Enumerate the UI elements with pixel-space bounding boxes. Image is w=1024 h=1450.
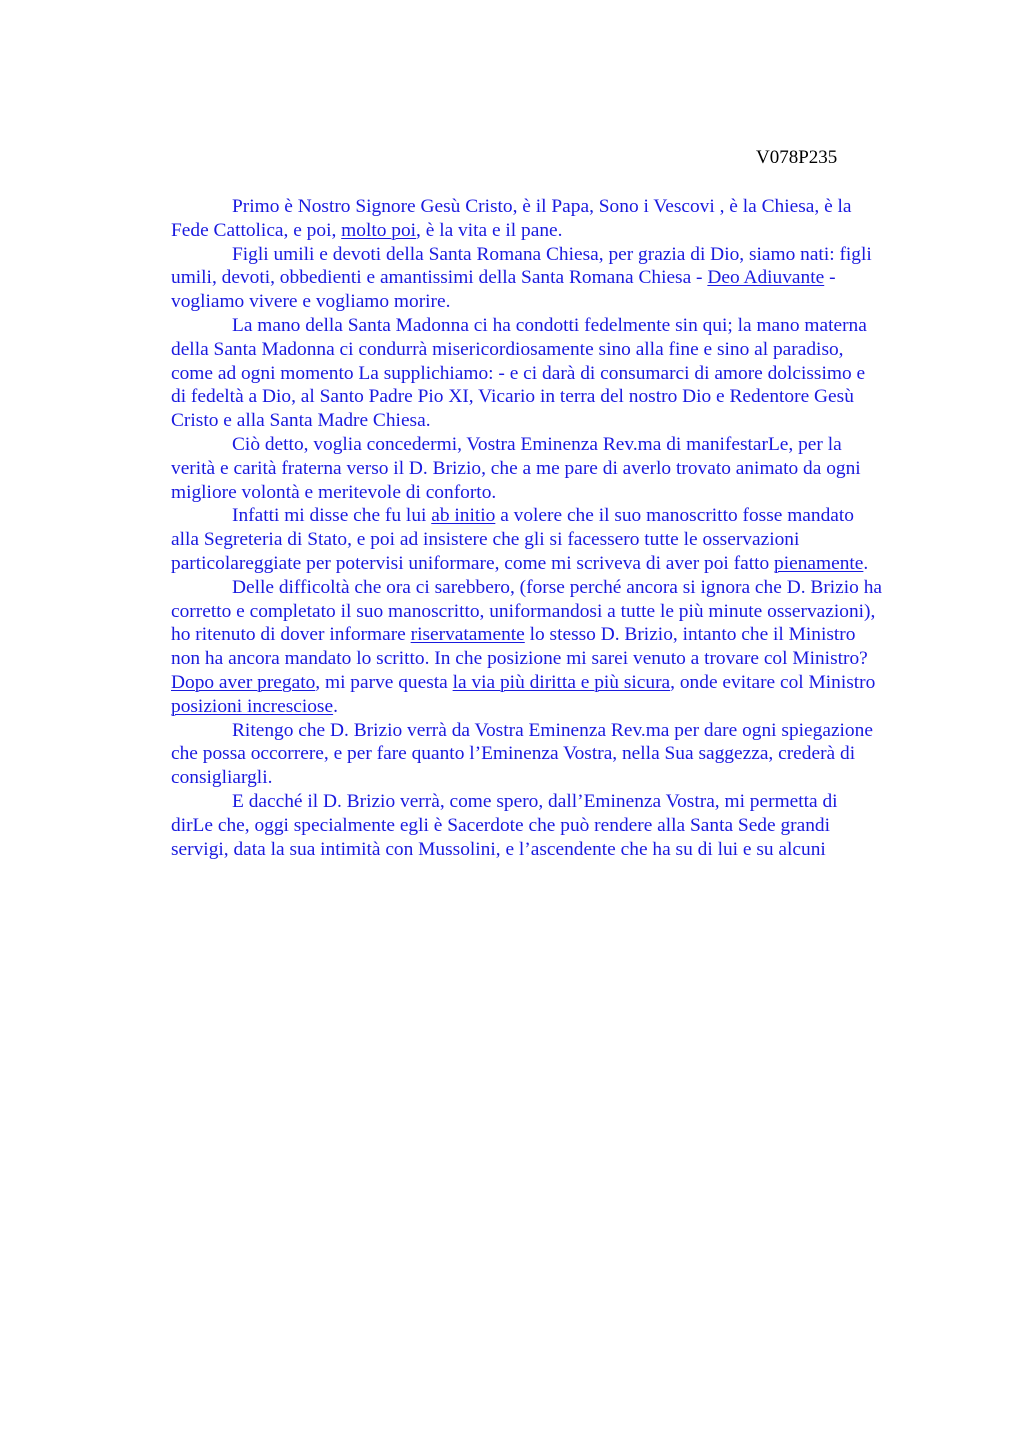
text-segment: migliore volontà e meritevole di conforto. (171, 481, 497, 503)
text-segment: corretto e completato il suo manoscritto, uniformandosi a tutte le più minute osservazioni), (171, 600, 876, 622)
text-line (171, 362, 931, 386)
text-line (171, 790, 931, 814)
text-segment: Figli umili e devoti della Santa Romana Chiesa, per grazia di Dio, siamo nati: figli (232, 243, 872, 265)
text-segment: lo stesso D. Brizio, intanto che il Ministro (524, 624, 856, 646)
text-segment: ho ritenuto di dover informare (171, 624, 411, 646)
text-line (171, 338, 931, 362)
paragraph (171, 433, 931, 504)
text-segment: come ad ogni momento La supplichiamo: - e ci darà di consumarci di amore dolcissimo e (171, 362, 866, 384)
text-segment: a volere che il suo manoscritto fosse mandato (495, 505, 854, 527)
text-line (171, 266, 931, 290)
paragraph (171, 576, 931, 719)
underlined-phrase: la via più diritta e più sicura (452, 671, 671, 693)
text-segment: La mano della Santa Madonna ci ha condotti fedelmente sin qui; la mano materna (232, 314, 867, 336)
text-segment: , onde evitare col Ministro (670, 671, 876, 693)
text-line (171, 409, 931, 433)
text-line (171, 623, 931, 647)
text-line (171, 766, 931, 790)
text-line (171, 481, 931, 505)
text-line (171, 552, 931, 576)
text-line (171, 195, 931, 219)
text-segment: vogliamo vivere e vogliamo morire. (171, 291, 451, 313)
text-line (171, 576, 931, 600)
text-line (171, 742, 931, 766)
paragraph (171, 314, 931, 433)
text-segment: che possa occorrere, e per fare quanto l’Eminenza Vostra, nella Sua saggezza, crederà di (171, 743, 856, 765)
text-segment: di fedeltà a Dio, al Santo Padre Pio XI, Vicario in terra del nostro Dio e Redentore Gesù (171, 386, 854, 408)
underlined-phrase: pienamente (774, 552, 864, 574)
text-line (171, 838, 931, 862)
text-segment: Delle difficoltà che ora ci sarebbero, (forse perché ancora si ignora che D. Brizio ha (232, 576, 883, 598)
text-segment: servigi, data la sua intimità con Mussolini, e l’ascendente che ha su di lui e su alcuni (171, 838, 826, 860)
text-segment: Ritengo che D. Brizio verrà da Vostra Eminenza Rev.ma per dare ogni spiegazione (232, 719, 873, 741)
paragraph (171, 504, 931, 575)
text-segment: Ciò detto, voglia concedermi, Vostra Eminenza Rev.ma di manifestarLe, per la (232, 433, 842, 455)
text-line (171, 243, 931, 267)
text-line (171, 528, 931, 552)
text-segment: non ha ancora mandato lo scritto. In che posizione mi sarei venuto a trovare col Ministro? (171, 648, 868, 670)
page-identifier: V078P235 (756, 147, 838, 168)
letter-body (171, 195, 931, 861)
text-line (171, 433, 931, 457)
text-segment: . (863, 552, 869, 574)
underlined-phrase: riservatamente (410, 624, 525, 646)
underlined-phrase: ab initio (431, 505, 496, 527)
paragraph (171, 790, 931, 861)
text-line (171, 385, 931, 409)
text-segment: , è la vita e il pane. (416, 219, 563, 241)
text-segment: dirLe che, oggi specialmente egli è Sacerdote che può rendere alla Santa Sede grandi (171, 814, 830, 836)
text-line (171, 600, 931, 624)
text-line (171, 719, 931, 743)
paragraph (171, 719, 931, 790)
text-segment: consigliargli. (171, 767, 273, 789)
text-segment: della Santa Madonna ci condurrà misericordiosamente sino alla fine e sino al paradiso, (171, 338, 844, 360)
text-segment: , mi parve questa (315, 671, 453, 693)
paragraph (171, 243, 931, 314)
text-segment: Cristo e alla Santa Madre Chiesa. (171, 410, 431, 432)
underlined-phrase: Dopo aver pregato (171, 671, 316, 693)
text-line (171, 695, 931, 719)
text-segment: verità e carità fraterna verso il D. Brizio, che a me pare di averlo trovato animato da ogni (171, 457, 861, 479)
text-line (171, 290, 931, 314)
text-line (171, 814, 931, 838)
text-line (171, 457, 931, 481)
text-segment: particolareggiate per potervisi uniformare, come mi scriveva di aver poi fatto (171, 552, 775, 574)
text-line (171, 219, 931, 243)
underlined-phrase: molto poi (341, 219, 417, 241)
text-segment: - (824, 267, 836, 289)
text-segment: Infatti mi disse che fu lui (232, 505, 432, 527)
text-line (171, 504, 931, 528)
text-segment: umili, devoti, obbedienti e amantissimi della Santa Romana Chiesa - (171, 267, 708, 289)
underlined-phrase: posizioni incresciose (171, 695, 334, 717)
text-line (171, 647, 931, 671)
underlined-phrase: Deo Adiuvante (707, 267, 825, 289)
text-line (171, 671, 931, 695)
paragraph (171, 195, 931, 243)
text-segment: E dacché il D. Brizio verrà, come spero, dall’Eminenza Vostra, mi permetta di (232, 790, 838, 812)
text-segment: Primo è Nostro Signore Gesù Cristo, è il Papa, Sono i Vescovi , è la Chiesa, è la (232, 196, 852, 217)
text-line (171, 314, 931, 338)
text-segment: . (333, 695, 338, 717)
text-segment: Fede Cattolica, e poi, (171, 219, 342, 241)
text-segment: alla Segreteria di Stato, e poi ad insistere che gli si facessero tutte le osservazioni (171, 529, 800, 551)
